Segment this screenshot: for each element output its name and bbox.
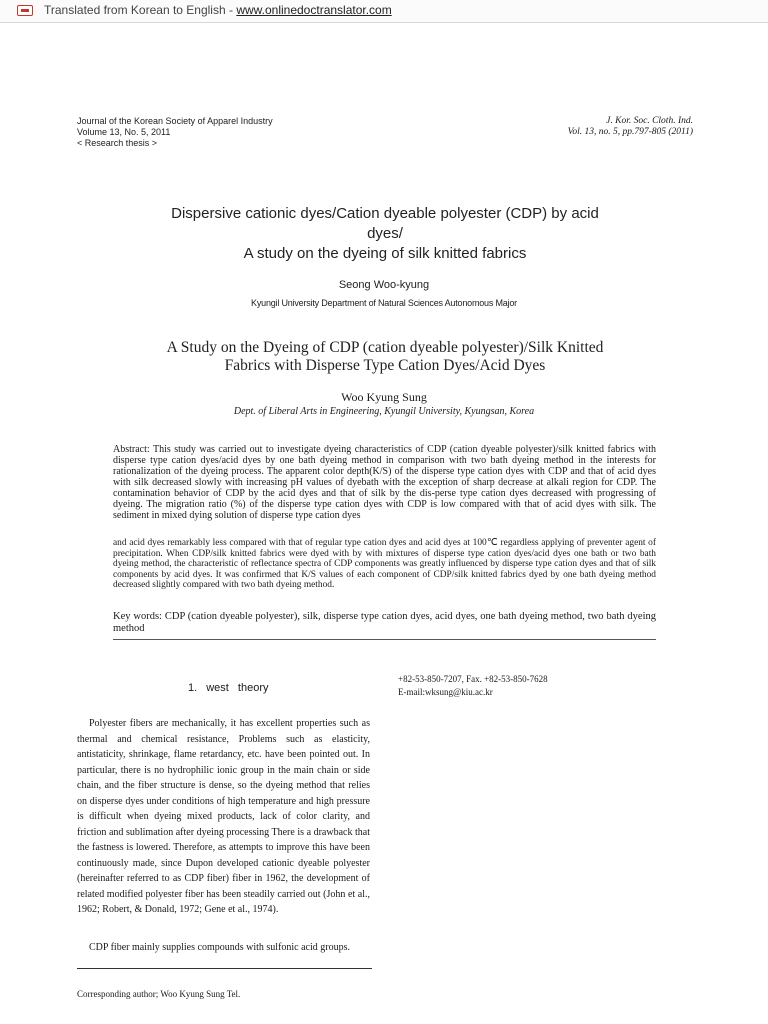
banner-text: Translated from Korean to English - www.onlinedoctranslator.com [44, 3, 392, 17]
contact-phone: +82-53-850-7207, Fax. +82-53-850-7628 [398, 674, 548, 684]
english-title-line: A Study on the Dyeing of CDP (cation dyeable polyester)/Silk Knitted [166, 339, 604, 356]
body-paragraph-2: CDP fiber mainly supplies compounds with sulfonic acid groups. [89, 942, 350, 953]
journal-header-left [77, 116, 273, 149]
body-paragraph-1: Polyester fibers are mechanically, it has excellent properties such as thermal and chemical resistance, Problems such as elasticity, antistaticity, shrinkage, flame retardancy, etc. have been pointed out. In particular, there is no hydrophilic ionic group in the main chain or side chain, and the fiber structure is dense, so the dyeing method that relies on disperse dyes under conditions of high temperature and high pressure is difficult when dyeing mixed products, lack of color clarity, and friction and sublimation after dyeing processing There is a drawback that the fastness is lowered. Therefore, as attempts to improve this have been continuously made, since Dupon developed cationic dyeable polyester (hereinafter referred to as CDP fiber) fiber in 1962, the development of related modified polyester fiber has been steadily carried out (John et al., 1962; Robert, & Donald, 1972; Gene et al., 1974). [77, 718, 370, 915]
footnote: Corresponding author; Woo Kyung Sung Tel. [77, 989, 241, 999]
article-type: < Research thesis > [77, 138, 158, 148]
pdf-icon [17, 5, 33, 16]
korean-affiliation: Kyungil University Department of Natural Sciences Autonomous Major [251, 298, 517, 308]
journal-header-right [440, 116, 693, 138]
abstract-part-1: Abstract: This study was carried out to investigate dyeing characteristics of CDP (cation dyeable polyester)/silk knitted fabrics with disperse type cation dyes/acid dyes by one bath dyeing method in comparison with two bath dyeing method in the interests for rationalization of the dyeing process. The apparent color depth(K/S) of the disperse type cation dyes with CDP and that of acid dyes with silk decreased slowly with increasing pH values of dyebath with the exception of sharp decrease at alkali region for CDP. The contamination behavior of CDP by the acid dyes and that of silk by the dis-perse type cation dyes decreased with progressing of dyeing. The migration ratio (%) of the disperse type cation dyes with CDP is low compared with that of acid dyes with silk. The sediment in mixed dying solution of disperse type cation dyes [113, 444, 656, 521]
journal-volume: Volume 13, No. 5, 2011 [77, 127, 171, 137]
english-title-line: Fabrics with Disperse Type Cation Dyes/Acid Dyes [224, 357, 546, 374]
english-affiliation: Dept. of Liberal Arts in Engineering, Kyungil University, Kyungsan, Korea [233, 406, 535, 417]
english-author: Woo Kyung Sung [341, 390, 427, 404]
journal-pages: Vol. 13, no. 5, pp.797-805 (2011) [567, 127, 693, 137]
korean-title-line: A study on the dyeing of silk knitted fabrics [243, 245, 527, 262]
english-title [100, 339, 670, 375]
footnote-divider [77, 968, 372, 969]
journal-abbrev: J. Kor. Soc. Cloth. Ind. [606, 116, 693, 126]
korean-title-line: Dispersive cationic dyes/Cation dyeable polyester (CDP) by acid [171, 205, 599, 222]
translator-link[interactable]: www.onlinedoctranslator.com [236, 3, 392, 17]
abstract-divider [113, 639, 656, 640]
abstract-part-2: and acid dyes remarkably less compared with that of regular type cation dyes and acid dyes at 100℃ regardless applying of preventer agent of precipitation. When CDP/silk knitted fabrics were dyed with by with mixtures of disperse type cation dyes/acid dyes one bath or two bath dyeing method, the characteristic of reflectance spectra of CDP components was greatly influenced by disperse type cation dyes and that of silk components by acid dyes. It was confirmed that K/S values of each component of CDP/silk knitted fabrics dyed by one bath dyeing method decreased slightly compared with two bath dyeing method. [113, 538, 656, 590]
translation-banner [0, 0, 768, 23]
keywords: Key words: CDP (cation dyeable polyester), silk, disperse type cation dyes, acid dyes, one bath dyeing method, two bath dyeing method [113, 611, 656, 634]
contact-info [398, 673, 548, 699]
section-heading: 1. west theory [188, 682, 269, 694]
korean-title [130, 204, 640, 264]
korean-title-line: dyes/ [367, 225, 403, 242]
korean-author: Seong Woo-kyung [338, 279, 430, 291]
journal-name: Journal of the Korean Society of Apparel Industry [77, 116, 273, 126]
contact-email: E-mail:wksung@kiu.ac.kr [398, 687, 493, 697]
